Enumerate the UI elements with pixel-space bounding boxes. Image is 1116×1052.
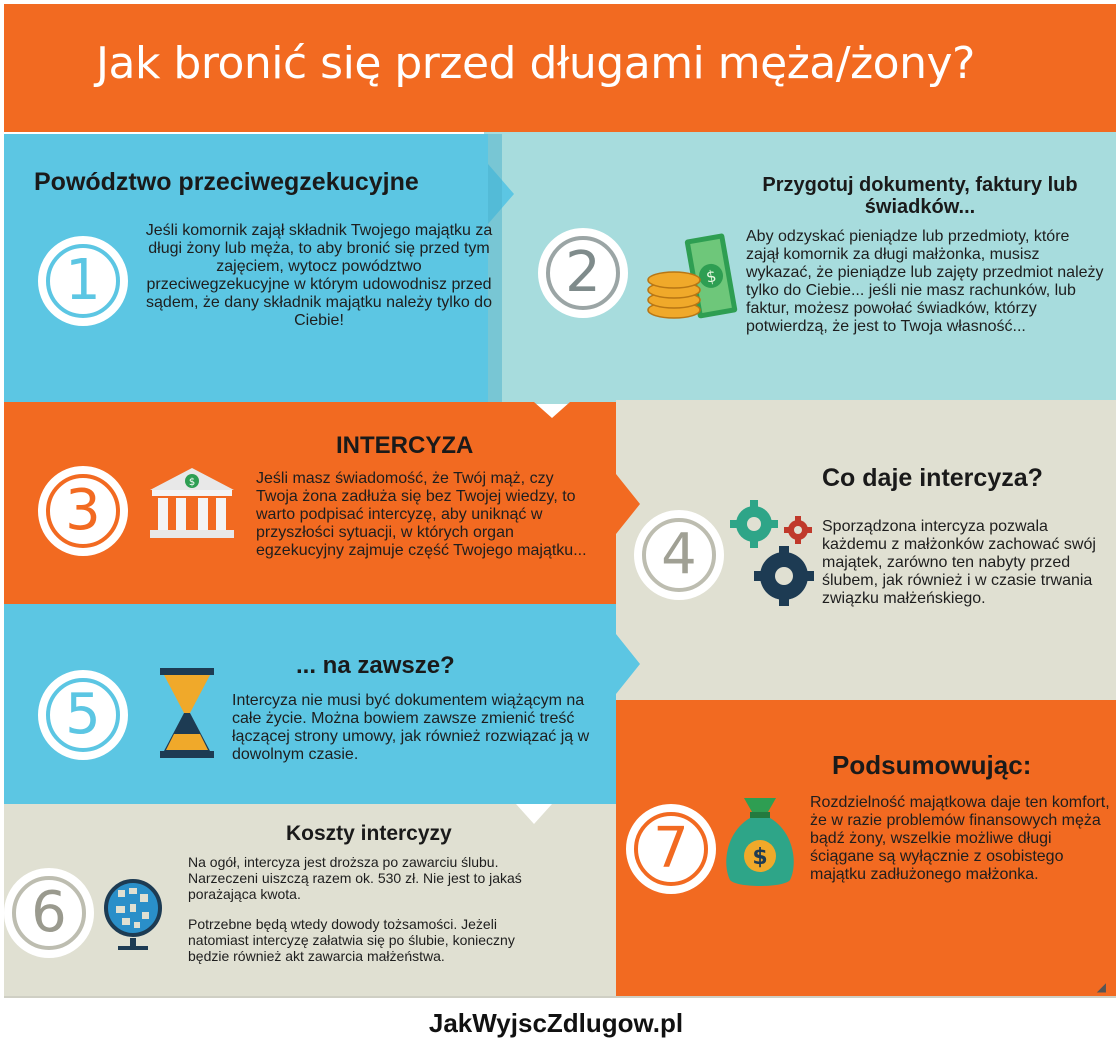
step-5-circle — [38, 670, 128, 760]
step-1-circle — [38, 236, 128, 326]
step-4-number: 4 — [661, 522, 697, 587]
gears-icon — [726, 498, 816, 608]
globe-icon — [102, 866, 164, 952]
step-1-number: 1 — [65, 248, 101, 313]
section-4-heading: Co daje intercyza? — [822, 464, 1043, 492]
section-3-text: Jeśli masz świadomość, że Twój mąż, czy Twoja żona zadłuża się bez Twojej wiedzy, to warto podpisać intercyzę, aby uniknąć w przyszłości sytuacji, w których organ egzekucyjny zajmuje część Twojego majątku... — [256, 470, 587, 559]
step-6-number: 6 — [31, 880, 67, 945]
step-2-circle — [538, 228, 628, 318]
step-7-number: 7 — [653, 816, 689, 881]
bank-icon — [146, 464, 238, 544]
section-4-text: Sporządzona intercyza pozwala każdemu z małżonków zachować swój majątek, zarówno ten nabyty przed ślubem, jak również i w czasie trwania związku małżeńskiego. — [822, 518, 1096, 607]
section-7-heading: Podsumowując: — [832, 750, 1032, 780]
step-6-circle — [4, 868, 94, 958]
step-2-number: 2 — [565, 240, 601, 305]
step-4-circle — [634, 510, 724, 600]
step-7-circle — [626, 804, 716, 894]
section-1-text: Jeśli komornik zajął składnik Twojego majątku za długi żony lub męża, to aby bronić się przed tym zajęciem, wytocz powództwo przeciwegzekucyjne w którym udowodnisz przed sądem, że dany składnik majątku należy tylko do Ciebie! — [145, 222, 493, 329]
svg-text:$: $ — [188, 477, 196, 488]
infographic — [4, 4, 1116, 1052]
section-2-heading: Przygotuj dokumenty, faktury lub świadków... — [762, 174, 1078, 218]
section-5-text: Intercyza nie musi być dokumentem wiążącym na całe życie. Można bowiem zawsze zmienić treść łączącej strony umowy, jak również rozwiązać ją w dowolnym czasie. — [232, 692, 590, 763]
section-2-text: Aby odzyskać pieniądze lub przedmioty, które zajął komornik za długi małżonka, musisz wykazać, że pieniądze lub zajęty przedmiot należy tylko do Ciebie... jeśli nie masz rachunków, lub faktur, możesz powołać świadków, którzy potwierdzą, że jest to Twoja własność... — [746, 228, 1104, 335]
money-bag-icon — [720, 794, 800, 892]
section-7-text: Rozdzielność majątkowa daje ten komfort, że w razie problemów finansowych męża bądź żony, wszelkie możliwe długi ściągane są wyłącznie z osobistego majątku zadłużonego małżonka. — [810, 794, 1110, 883]
resize-handle-icon: ◢ — [1096, 980, 1106, 994]
section-6-text: Na ogół, intercyza jest droższa po zawarciu ślubu. Narzeczeni uiszczą razem ok. 530 zł. Nie jest to jakaś porażająca kwota. — [188, 854, 522, 902]
step-5-number: 5 — [65, 682, 101, 747]
section-6-heading: Koszty intercyzy — [286, 822, 452, 845]
svg-text:$: $ — [704, 266, 718, 287]
section-3-heading: INTERCYZA — [336, 432, 474, 459]
footer-site-name: JakWyjscZdlugow.pl — [428, 1008, 684, 1038]
section-1-heading: Powództwo przeciwegzekucyjne — [34, 168, 419, 196]
svg-text:$: $ — [752, 845, 768, 870]
section-5-heading: ... na zawsze? — [296, 652, 455, 679]
section-6-text-2: Potrzebne będą wtedy dowody tożsamości. Jeżeli natomiast intercyzę załatwia się po ślubie, konieczny będzie również akt zawarcia małżeństwa. — [188, 916, 515, 964]
hourglass-icon — [156, 666, 218, 760]
step-3-number: 3 — [65, 478, 101, 543]
page-title: Jak bronić się przed długami męża/żony? — [96, 38, 975, 89]
money-coins-icon — [640, 230, 740, 330]
step-3-circle — [38, 466, 128, 556]
